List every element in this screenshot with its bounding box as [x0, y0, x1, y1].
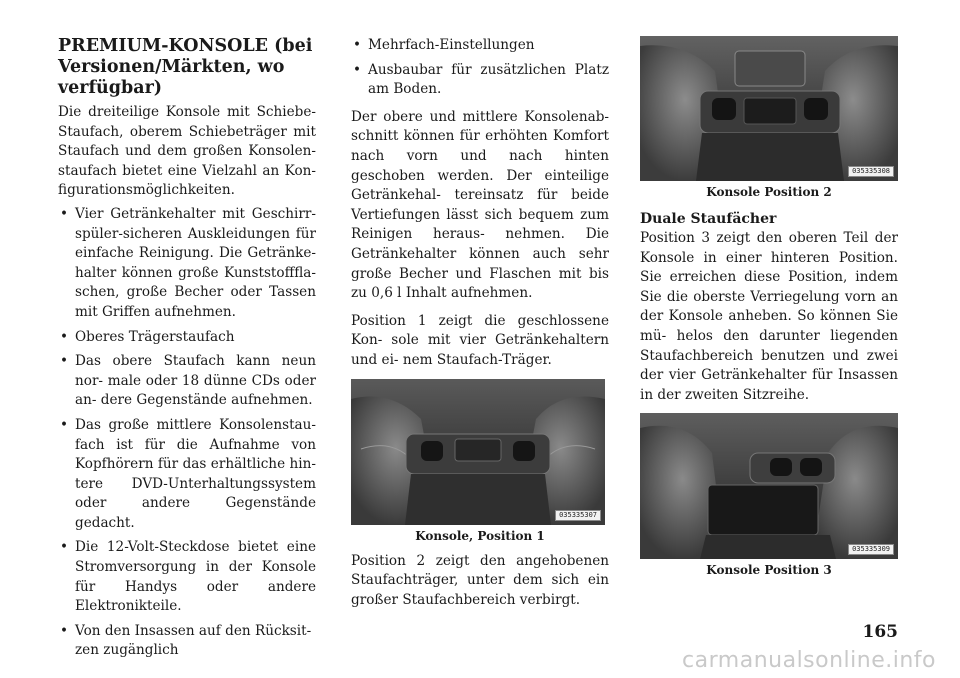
paragraph-position-2: Position 2 zeigt den angehobenen Staufachträger, unter dem sich ein großer Staufachbereich verbirgt.	[351, 552, 609, 608]
image-code: 035335309	[848, 544, 894, 555]
figure-caption: Konsole Position 3	[706, 563, 832, 578]
section-heading: PREMIUM-KONSOLE (bei Versionen/Märkten, wo verfügbar)	[58, 36, 313, 98]
figure-console-position-2	[640, 36, 898, 200]
figure-console-position-3	[640, 413, 898, 578]
column-right	[640, 36, 898, 578]
list-item: • Ausbaubar für zusätzlichen Platz am Boden.	[351, 61, 609, 100]
feature-list	[58, 205, 316, 661]
image-code: 035335307	[555, 510, 601, 521]
figure-caption: Konsole, Position 1	[415, 528, 545, 543]
image-code: 035335308	[848, 166, 894, 177]
subsection-heading: Duale Staufächer	[640, 211, 777, 227]
list-item: • Die 12-Volt-Steckdose bietet eine Stromversorgung in der Konsole für Handys oder andere Elektronikteile.	[58, 538, 316, 616]
console-position-2-image	[640, 36, 898, 181]
column-left	[58, 36, 316, 669]
paragraph-position-3: Position 3 zeigt den oberen Teil der Konsole in einer hinteren Position. Sie erreichen diese Position, indem Sie die oberste Verriegelung vorn an der Konsole anheben. So können Sie mü- helos den darunter liegenden Staufachbereich benutzen und zwei der vier Getränkehalter für Insassen in der zweiten Sitzreihe.	[640, 230, 898, 403]
page-number: 165	[862, 622, 898, 642]
list-item: • Mehrfach-Einstellungen	[351, 36, 609, 56]
list-item: • Von den Insassen auf den Rücksit- zen zugänglich	[58, 622, 316, 661]
paragraph-position-1: Position 1 zeigt die geschlossene Kon- sole mit vier Getränkehaltern und ei- nem Staufach-Träger.	[351, 312, 609, 368]
list-item: • Das obere Staufach kann neun nor- male oder 18 dünne CDs oder an- dere Gegenstände aufnehmen.	[58, 352, 316, 411]
paragraph-sliding: Der obere und mittlere Konsolenab- schnitt können für erhöhten Komfort nach vorn und nach hinten geschoben werden. Der einteilige Getränkehal- tereinsatz für beide Vertiefungen lässt sich bequem zum Reinigen heraus- nehmen. Die Getränkehalter können auch sehr große Becher und Flaschen mit bis zu 0,6 l Inhalt aufnehmen.	[351, 108, 609, 302]
console-position-3-image	[640, 413, 898, 559]
column-middle	[351, 36, 609, 618]
figure-caption: Konsole Position 2	[706, 185, 832, 199]
figure-console-position-1	[351, 379, 609, 544]
list-item: • Vier Getränkehalter mit Geschirr- spüler-sicheren Auskleidungen für einfache Reinigung. Die Getränke- halter können große Kunststofffla- schen, große Becher oder Tassen mit Griffen aufnehmen.	[58, 205, 316, 323]
feature-list-continued	[351, 36, 609, 100]
list-item: • Das große mittlere Konsolenstau- fach ist für die Aufnahme von Kopfhörern für das erhältliche hin- tere DVD-Unterhaltungssystem oder andere Gegenstände gedacht.	[58, 416, 316, 534]
intro-paragraph: Die dreiteilige Konsole mit Schiebe- Staufach, oberem Schiebeträger mit Staufach und dem großen Konsolen- staufach bietet eine Vielzahl an Kon- figurationsmöglichkeiten.	[58, 104, 316, 199]
console-position-1-image	[351, 379, 605, 525]
list-item: • Oberes Trägerstaufach	[58, 328, 316, 348]
watermark: carmanualsonline.info	[682, 648, 936, 673]
